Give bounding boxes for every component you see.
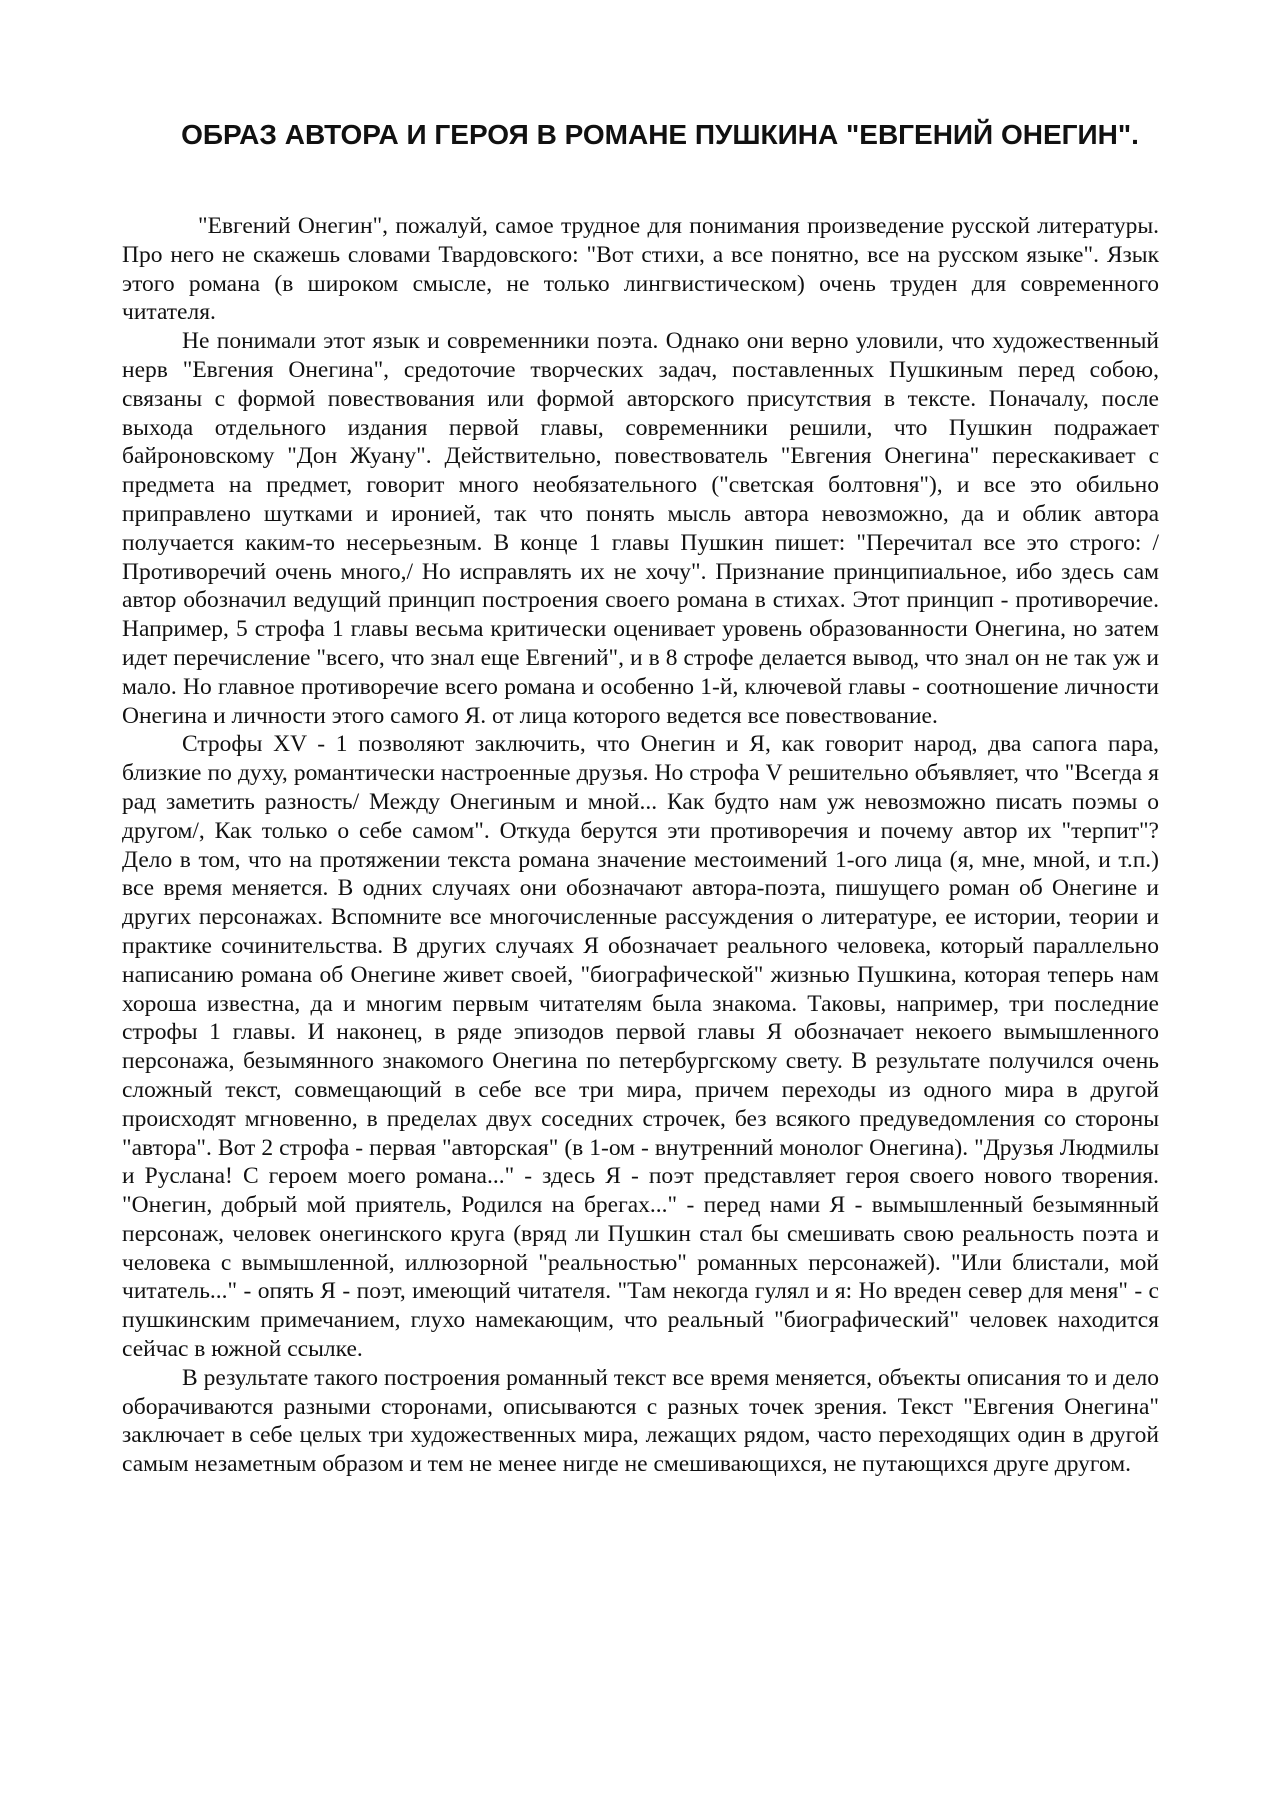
paragraph-3: Строфы XV - 1 позволяют заключить, что Онегин и Я, как говорит народ, два сапога пара, близкие по духу, романтически настроенные друзья. Но строфа V решительно объявляет, что "Всегда я рад заметить разность/ Между Онегиным и мной... Как будто нам уж невозможно писать поэмы о другом/, Как только о себе самом". Откуда берутся эти противоречия и почему автор их "терпит"? Дело в том, что на протяжении текста романа значение местоимений 1-ого лица (я, мне, мной, и т.п.) все время меняется. В одних случаях они обозначают автора-поэта, пишущего роман об Онегине и других персонажах. Вспомните все многочисленные рассуждения о литературе, ее истории, теории и практике сочинительства. В других случаях Я обозначает реального человека, который параллельно написанию романа об Онегине живет своей, "биографической" жизнью Пушкина, которая теперь нам хороша известна, да и многим первым читателям была знакома. Таковы, например, три последние строфы 1 главы. И наконец, в ряде эпизодов первой главы Я обозначает некоего вымышленного персонажа, безымянного знакомого Онегина по петербургскому свету. В результате получился очень сложный текст, совмещающий в себе все три мира, причем переходы из одного мира в другой происходят мгновенно, в пределах двух соседних строчек, без всякого предуведомления со стороны "автора". Вот 2 строфа - первая "авторская" (в 1-ом - внутренний монолог Онегина). "Друзья Людмилы и Руслана! С героем моего романа..." - здесь Я - поэт представляет героя своего нового творения. "Онегин, добрый мой приятель, Родился на брегах..." - перед нами Я - вымышленный безымянный персонаж, человек онегинского круга (вряд ли Пушкин стал бы смешивать свою реальность поэта и человека с вымышленной, иллюзорной "реальностью" романных персонажей). "Или блистали, мой читатель..." - опять Я - поэт, имеющий читателя. "Там некогда гулял и я: Но вреден север для меня" - с пушкинским примечанием, глухо намекающим, что реальный "биографический" человек находится сейчас в южной ссылке. (122, 731, 1159, 1363)
paragraph-1: "Евгений Онегин", пожалуй, самое трудное для понимания произведение русской литературы. Про него не скажешь словами Твардовского: "Вот стихи, а все понятно, все на русском языке". Язык этого романа (в широком смысле, не только лингвистическом) очень труден для современного читателя. (122, 213, 1159, 326)
document-title: ОБРАЗ АВТОРА И ГЕРОЯ В РОМАНЕ ПУШКИНА "ЕВГЕНИЙ ОНЕГИН". (181, 119, 1139, 150)
paragraph-2: Не понимали этот язык и современники поэта. Однако они верно уловили, что художественный нерв "Евгения Онегина", средоточие творческих задач, поставленных Пушкиным перед собою, связаны с формой повествования или формой авторского присутствия в тексте. Поначалу, после выхода отдельного издания первой главы, современники решили, что Пушкин подражает байроновскому "Дон Жуану". Действительно, повествователь "Евгения Онегина" перескакивает с предмета на предмет, говорит много необязательного ("светская болтовня"), и все это обильно приправлено шутками и иронией, так что понять мысль автора невозможно, да и облик автора получается каким-то несерьезным. В конце 1 главы Пушкин пишет: "Перечитал все это строго: /Противоречий очень много,/ Но исправлять их не хочу". Признание принципиальное, ибо здесь сам автор обозначил ведущий принцип построения своего романа в стихах. Этот принцип - противоречие. Например, 5 строфа 1 главы весьма критически оценивает уровень образованности Онегина, но затем идет перечисление "всего, что знал еще Евгений", и в 8 строфе делается вывод, что знал он не так уж и мало. Но главное противоречие всего романа и особенно 1-й, ключевой главы - соотношение личности Онегина и личности этого самого Я. от лица которого ведется все повествование. (122, 328, 1159, 729)
paragraph-4: В результате такого построения романный текст все время меняется, объекты описания то и дело оборачиваются разными сторонами, описываются с разных точек зрения. Текст "Евгения Онегина" заключает в себе целых три художественных мира, лежащих рядом, часто переходящих один в другой самым незаметным образом и тем не менее нигде не смешивающихся, не путающихся друге другом. (122, 1364, 1159, 1478)
document-body (122, 212, 1159, 1479)
